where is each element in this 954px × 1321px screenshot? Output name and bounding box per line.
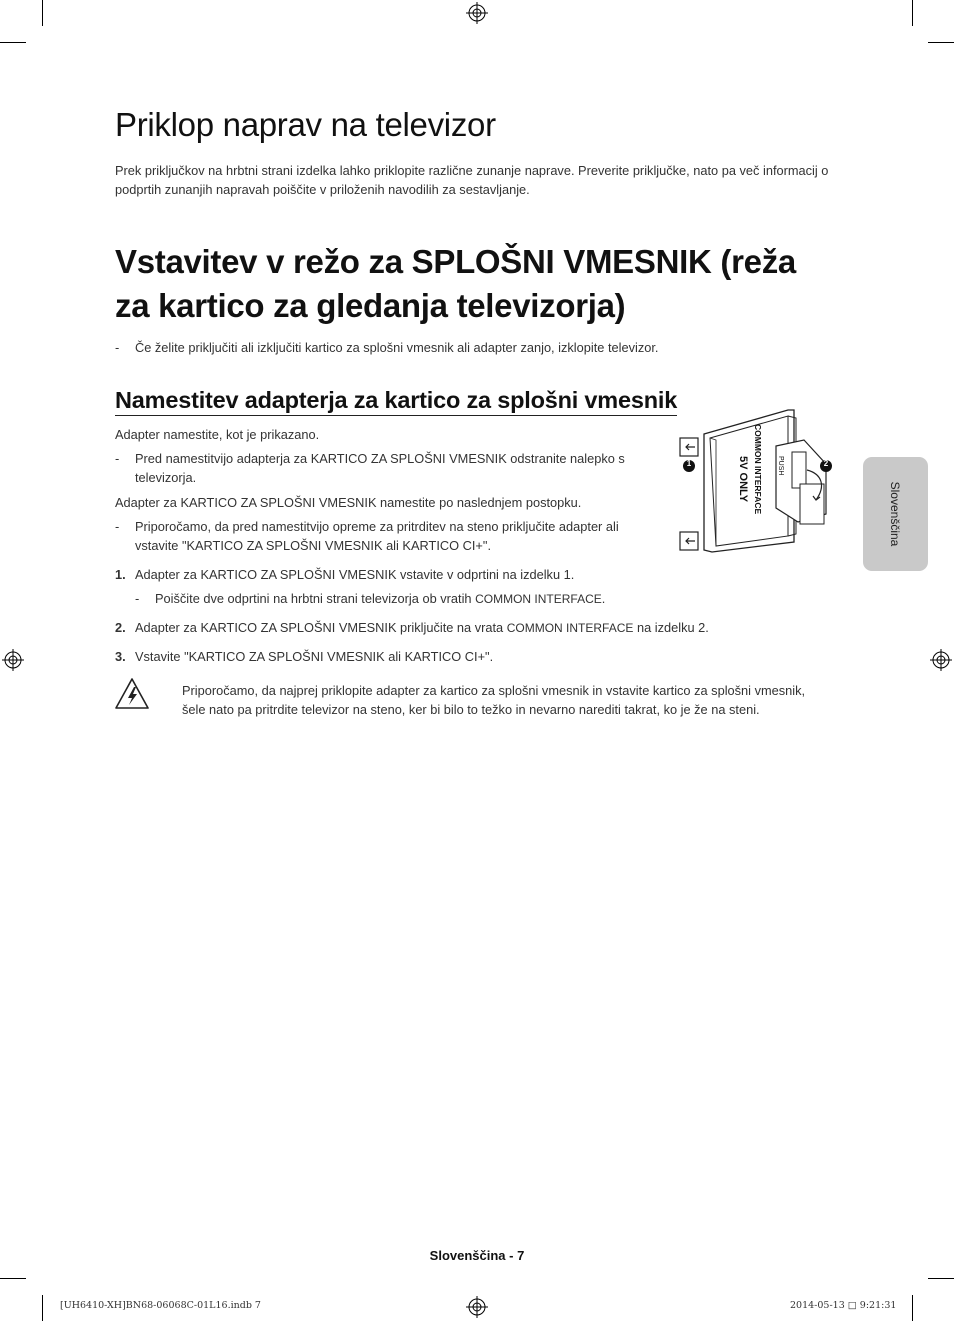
step-number: 2. bbox=[115, 620, 126, 635]
substep bbox=[135, 589, 835, 609]
print-info-left: [UH6410-XH]BN68-06068C-01L16.indb 7 bbox=[60, 1300, 261, 1311]
registration-mark-icon bbox=[930, 649, 952, 671]
marker-2-label: 2 bbox=[823, 459, 829, 468]
page-footer: Slovenščina - 7 bbox=[429, 1248, 525, 1263]
paragraph: Adapter namestite, kot je prikazano. bbox=[115, 427, 320, 442]
crop-mark bbox=[928, 1278, 954, 1279]
crop-mark bbox=[0, 1278, 26, 1279]
bullet-item bbox=[115, 449, 655, 487]
step-1 bbox=[115, 565, 835, 584]
registration-mark-icon bbox=[466, 1296, 488, 1318]
dash-bullet: - bbox=[115, 340, 120, 355]
bullet-text: Pred namestitvijo adapterja za KARTICO ZA SPLOŠNI VMESNIK odstranite nalepko s televizorja. bbox=[135, 451, 625, 485]
warning-text: Priporočamo, da najprej priklopite adapter za kartico za splošni vmesnik in vstavite kartico za splošni vmesnik, šele nato pa pritrdite televizor na steno, ker bi bilo to težko in nevarno narediti takrat, ko je že na steni. bbox=[182, 683, 806, 717]
marker-1-label: 1 bbox=[686, 459, 692, 468]
port-name: COMMON INTERFACE bbox=[475, 592, 602, 606]
paragraph: Adapter za KARTICO ZA SPLOŠNI VMESNIK namestite po naslednjem postopku. bbox=[115, 495, 582, 510]
section-note bbox=[115, 338, 835, 357]
step-text: Adapter za KARTICO ZA SPLOŠNI VMESNIK vstavite v odprtini na izdelku 1. bbox=[135, 567, 575, 582]
crop-mark bbox=[0, 42, 26, 43]
step-text: Adapter za KARTICO ZA SPLOŠNI VMESNIK priključite na vrata bbox=[135, 620, 507, 635]
language-side-tab bbox=[863, 457, 928, 571]
crop-mark bbox=[42, 1295, 43, 1321]
dash-bullet: - bbox=[135, 591, 140, 606]
step-number: 3. bbox=[115, 649, 126, 664]
step-text: Vstavite "KARTICO ZA SPLOŠNI VMESNIK ali KARTICO CI+". bbox=[135, 649, 494, 664]
registration-mark-icon bbox=[466, 2, 488, 24]
substep-text: Poiščite dve odprtini na hrbtni strani televizorja ob vratih bbox=[155, 591, 476, 606]
step-2 bbox=[115, 618, 835, 638]
page-title: Priklop naprav na televizor bbox=[115, 106, 496, 143]
step-number: 1. bbox=[115, 567, 126, 582]
subsection-title: Namestitev adapterja za kartico za splošni vmesnik bbox=[115, 387, 677, 416]
step-3 bbox=[115, 647, 835, 666]
dash-bullet: - bbox=[115, 451, 120, 466]
crop-mark bbox=[928, 42, 954, 43]
registration-mark-icon bbox=[2, 649, 24, 671]
intro-paragraph: Prek priključkov na hrbtni strani izdelka lahko priklopite različne zunanje naprave. Preverite priključke, nato pa več informacij o podprtih zunanjih napravah poiščite v priloženih navodilih za sestavljanje. bbox=[115, 163, 829, 197]
crop-mark bbox=[912, 1295, 913, 1321]
print-info-right: 2014-05-13 □ 9:21:31 bbox=[790, 1300, 897, 1311]
substep-text-end: . bbox=[601, 591, 606, 606]
step-text-end: na izdelku 2. bbox=[633, 620, 709, 635]
bullet-text: Priporočamo, da pred namestitvijo opreme za pritrditev na steno priključite adapter ali vstavite "KARTICO ZA SPLOŠNI VMESNIK ali KARTICO CI+". bbox=[135, 519, 619, 553]
figure-label-push: PUSH bbox=[777, 456, 784, 476]
port-name: COMMON INTERFACE bbox=[506, 621, 634, 635]
figure-label-common-interface: COMMON INTERFACE bbox=[753, 424, 763, 515]
side-tab-label: Slovenščina bbox=[888, 481, 902, 547]
section-title: Vstavitev v režo za SPLOŠNI VMESNIK (reža za kartico za gledanja televizorja) bbox=[115, 243, 796, 324]
warning-lightning-icon bbox=[114, 677, 150, 710]
crop-mark bbox=[42, 0, 43, 26]
crop-mark bbox=[912, 0, 913, 26]
bullet-item bbox=[115, 517, 655, 555]
figure-label-5v-only: 5V ONLY bbox=[737, 456, 749, 503]
dash-bullet: - bbox=[115, 519, 120, 534]
section-note-text: Če želite priključiti ali izključiti kartico za splošni vmesnik ali adapter zanjo, izklopite televizor. bbox=[135, 340, 659, 355]
